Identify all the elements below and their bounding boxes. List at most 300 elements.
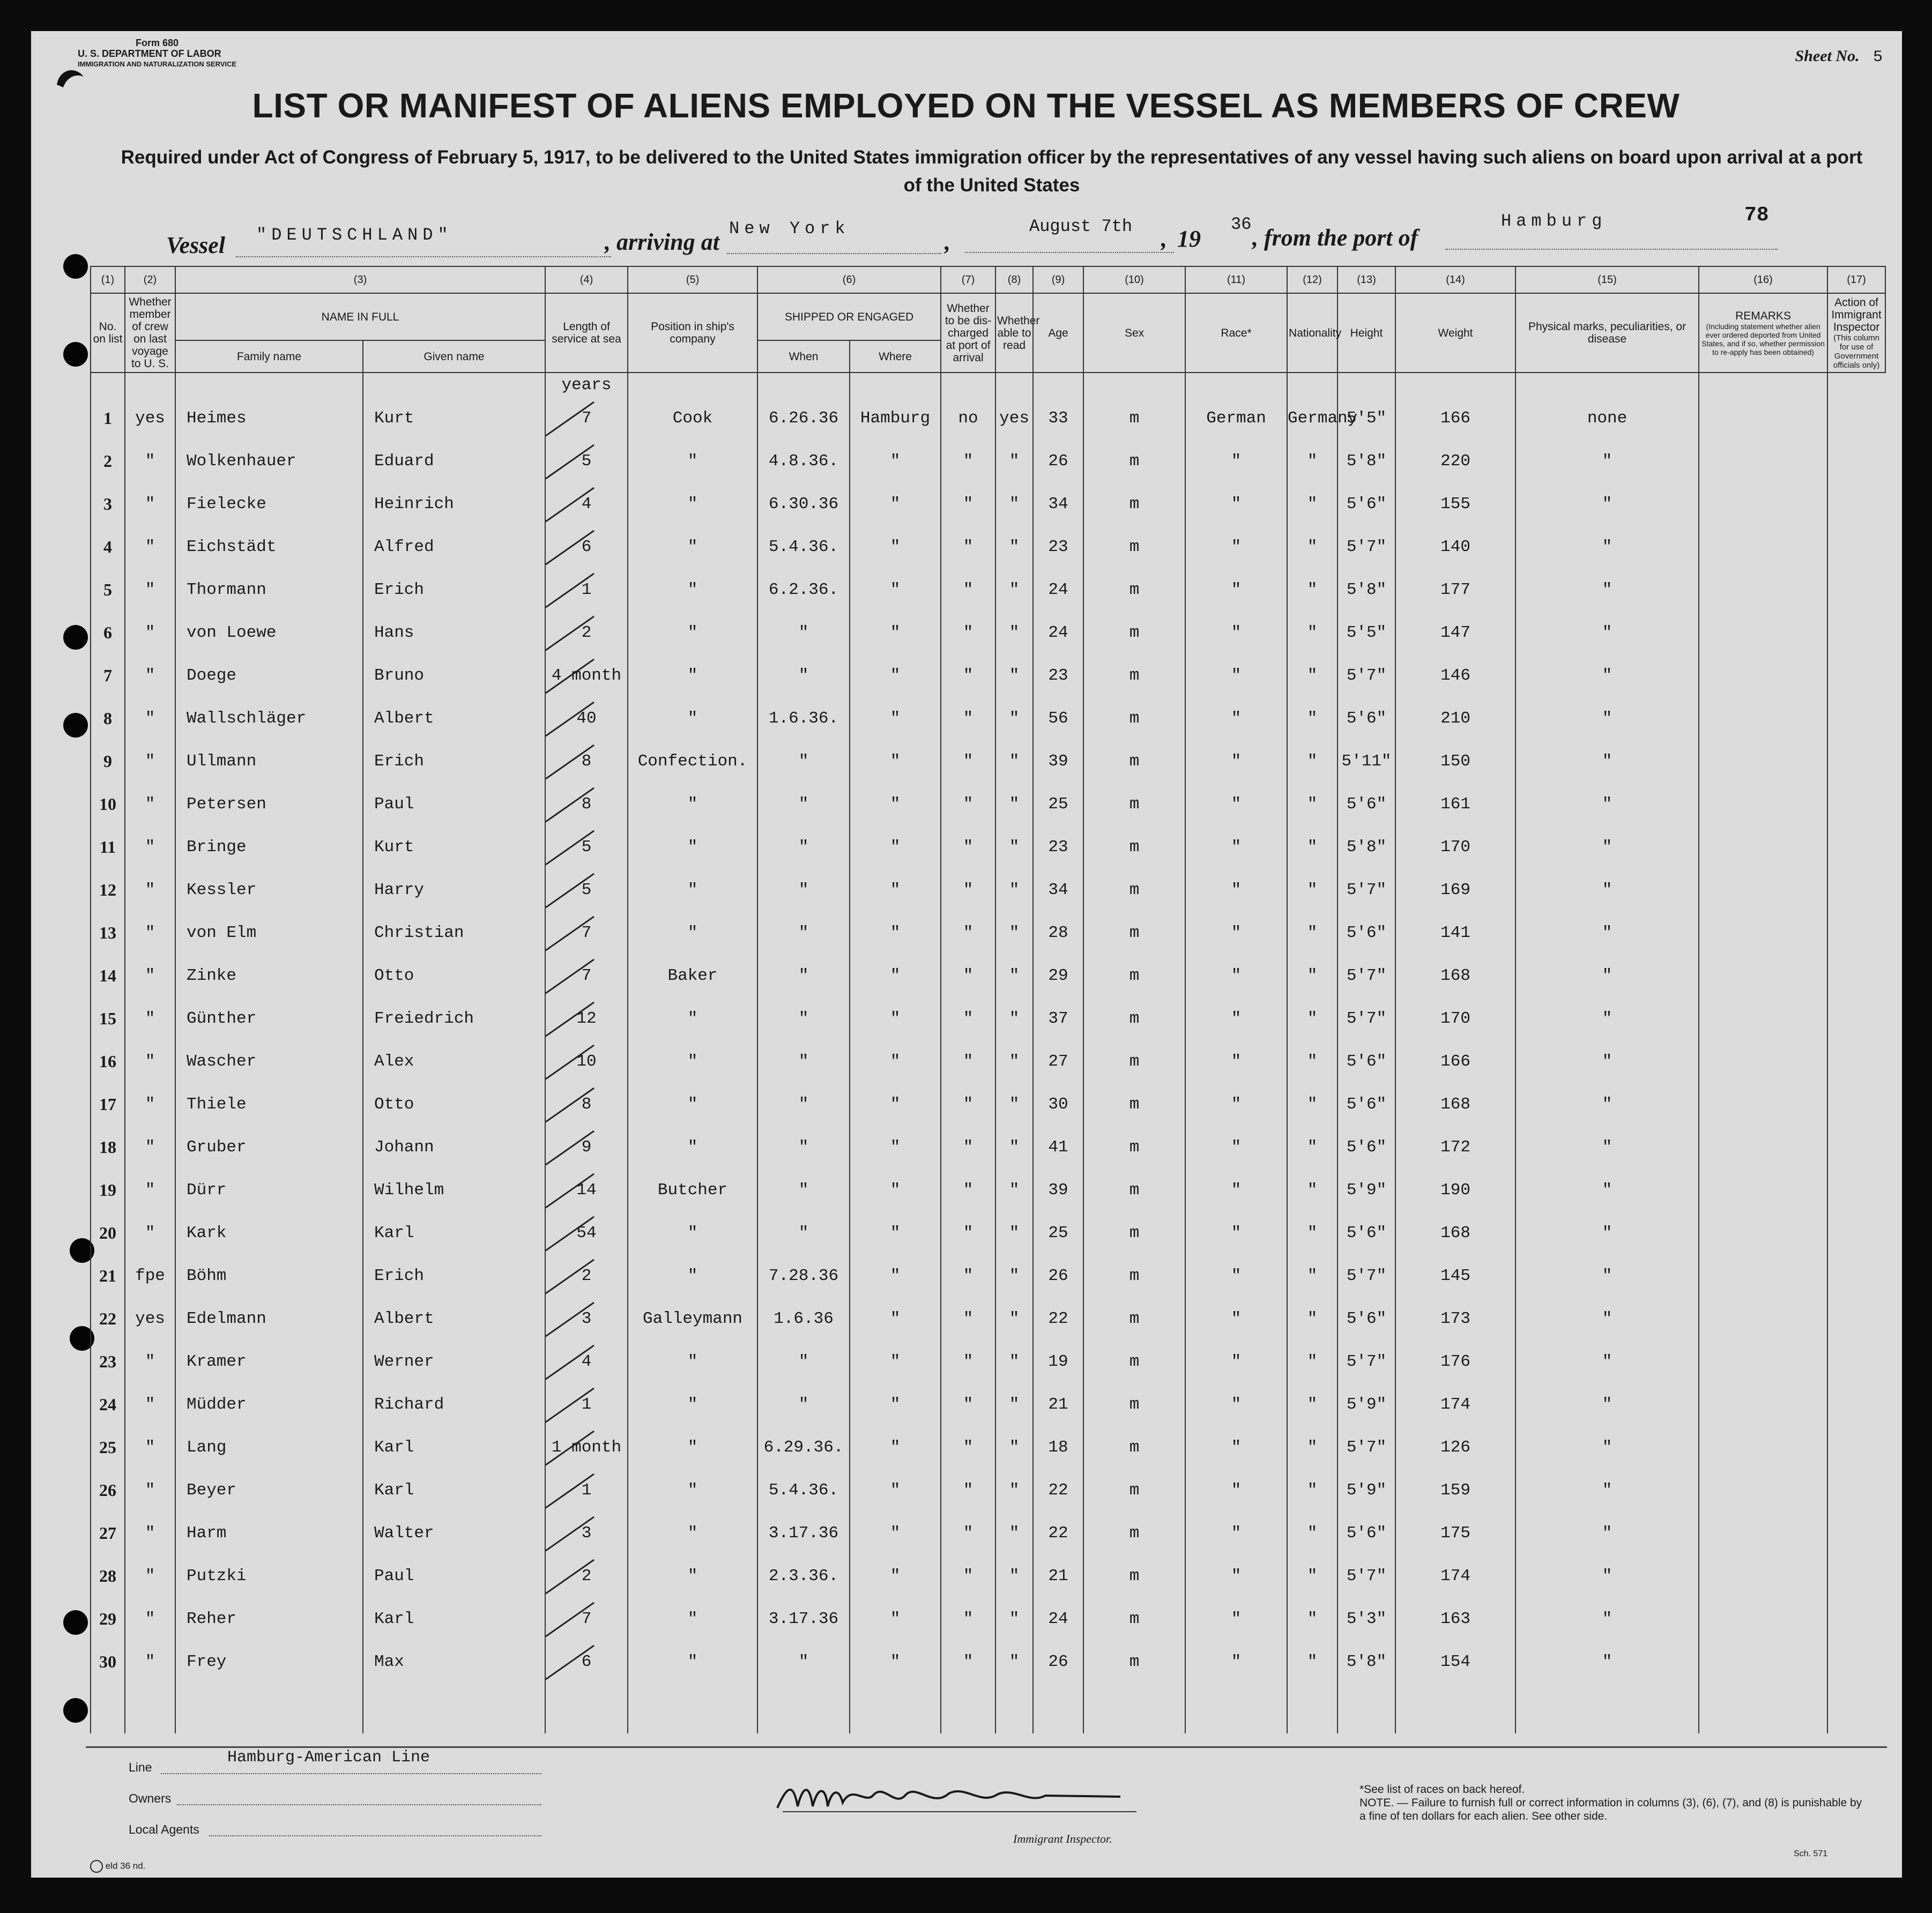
cell-where: " [850, 525, 941, 568]
cell-position: " [628, 825, 757, 868]
cell-where: " [850, 868, 941, 911]
cell-nationality: " [1287, 1554, 1337, 1597]
cell-family: Reher [175, 1597, 363, 1640]
check-mark [545, 1388, 595, 1423]
cell-height: 5'7" [1337, 525, 1395, 568]
cell-service: 7 [545, 954, 628, 997]
cell-service: 10 [545, 1040, 628, 1083]
cell-weight: 174 [1395, 1383, 1515, 1426]
cell-remarks [1699, 1597, 1827, 1640]
cell-where: " [850, 654, 941, 697]
crew-row [91, 740, 1885, 783]
cell-when: " [757, 1083, 850, 1126]
cell-where: " [850, 1254, 941, 1297]
cell-discharged: " [941, 611, 995, 654]
crew-row [91, 1469, 1885, 1512]
col-num: (1) [91, 266, 125, 293]
check-mark [545, 659, 595, 694]
cell-family: Bringe [175, 825, 363, 868]
cell-member: " [125, 440, 175, 482]
cell-when: " [757, 654, 850, 697]
cell-discharged: " [941, 911, 995, 954]
cell-given: Albert [363, 1297, 545, 1340]
check-mark [545, 787, 595, 823]
cell-sex: m [1083, 1597, 1185, 1640]
cell-family: Kark [175, 1211, 363, 1254]
col-num: (2) [125, 266, 175, 293]
cell-height: 5'6" [1337, 911, 1395, 954]
cell-marks: " [1515, 911, 1699, 954]
check-mark [545, 1516, 595, 1552]
cell-position: " [628, 783, 757, 825]
cell-race: " [1185, 482, 1287, 525]
cell-given: Karl [363, 1597, 545, 1640]
schedule-number: Sch. 571 [1794, 1849, 1828, 1858]
cell-position: Cook [628, 397, 757, 440]
cell-position: Baker [628, 954, 757, 997]
cell-when: 6.30.36 [757, 482, 850, 525]
cell-where: " [850, 1083, 941, 1126]
cell-weight: 190 [1395, 1168, 1515, 1211]
signature-scribble [772, 1778, 1136, 1816]
cell-age: 23 [1033, 825, 1083, 868]
cell-service: 6 [545, 1640, 628, 1683]
cell-discharged: " [941, 1469, 995, 1512]
cell-where: " [850, 568, 941, 611]
cell-height: 5'7" [1337, 1426, 1395, 1469]
cell-weight: 177 [1395, 568, 1515, 611]
cell-sex: m [1083, 440, 1185, 482]
cell-no: 17 [91, 1083, 125, 1126]
header-nationality: Nationality [1287, 293, 1337, 373]
cell-marks: " [1515, 1640, 1699, 1683]
cell-remarks [1699, 783, 1827, 825]
check-mark [545, 1602, 595, 1637]
cell-discharged: " [941, 1040, 995, 1083]
col-num: (16) [1699, 266, 1827, 293]
cell-marks: " [1515, 1469, 1699, 1512]
cell-discharged: " [941, 1083, 995, 1126]
cell-nationality: " [1287, 611, 1337, 654]
vessel-name: "DEUTSCHLAND" [256, 225, 453, 245]
manifest-stamp-number: 78 [1744, 204, 1769, 227]
cell-age: 25 [1033, 783, 1083, 825]
cell-age: 25 [1033, 1211, 1083, 1254]
cell-no: 26 [91, 1469, 125, 1512]
check-mark [545, 530, 595, 565]
cell-height: 5'6" [1337, 1512, 1395, 1554]
check-mark [545, 1431, 595, 1466]
cell-race: " [1185, 611, 1287, 654]
cell-read: " [995, 1168, 1033, 1211]
local-agents-label: Local Agents [129, 1822, 199, 1836]
cell-race: " [1185, 1040, 1287, 1083]
crew-row [91, 525, 1885, 568]
crew-row [91, 654, 1885, 697]
blank-row [91, 1683, 1885, 1733]
cell-nationality: " [1287, 1469, 1337, 1512]
cell-given: Walter [363, 1512, 545, 1554]
header-when: When [757, 340, 850, 373]
cell-given: Karl [363, 1211, 545, 1254]
cell-discharged: " [941, 1597, 995, 1640]
cell-marks: " [1515, 1340, 1699, 1383]
cell-given: Max [363, 1640, 545, 1683]
crew-row [91, 482, 1885, 525]
cell-service: 6 [545, 525, 628, 568]
cell-no: 28 [91, 1554, 125, 1597]
cell-position: " [628, 1254, 757, 1297]
cell-weight: 173 [1395, 1297, 1515, 1340]
cell-when: " [757, 1126, 850, 1168]
cell-when: 6.29.36. [757, 1426, 850, 1469]
cell-marks: " [1515, 525, 1699, 568]
cell-weight: 170 [1395, 825, 1515, 868]
cell-service: 4 [545, 482, 628, 525]
header-weight: Weight [1395, 293, 1515, 373]
cell-age: 24 [1033, 611, 1083, 654]
cell-no: 15 [91, 997, 125, 1040]
line-value: Hamburg-American Line [227, 1748, 430, 1767]
cell-when: " [757, 1040, 850, 1083]
cell-no: 5 [91, 568, 125, 611]
cell-member: " [125, 1383, 175, 1426]
header-name: NAME IN FULL [175, 293, 545, 340]
cell-given: Otto [363, 954, 545, 997]
cell-remarks [1699, 1211, 1827, 1254]
cell-no: 20 [91, 1211, 125, 1254]
cell-when: 3.17.36 [757, 1512, 850, 1554]
check-mark [545, 616, 595, 651]
header-action [1827, 293, 1885, 373]
cell-race: " [1185, 997, 1287, 1040]
inspector-label: Immigrant Inspector. [1013, 1832, 1112, 1845]
cell-family: Fielecke [175, 482, 363, 525]
cell-weight: 161 [1395, 783, 1515, 825]
cell-given: Erich [363, 740, 545, 783]
line-label: Line [129, 1760, 152, 1774]
cell-read: " [995, 1297, 1033, 1340]
cell-remarks [1699, 611, 1827, 654]
cell-marks: " [1515, 440, 1699, 482]
cell-nationality: " [1287, 1040, 1337, 1083]
cell-given: Eduard [363, 440, 545, 482]
cell-age: 26 [1033, 1254, 1083, 1297]
cell-weight: 168 [1395, 1083, 1515, 1126]
cell-given: Kurt [363, 397, 545, 440]
check-mark [545, 1088, 595, 1123]
years-row [91, 373, 1885, 397]
check-mark [545, 1302, 595, 1337]
check-mark [545, 830, 595, 866]
cell-weight: 176 [1395, 1340, 1515, 1383]
cell-height: 5'5" [1337, 611, 1395, 654]
cell-position: " [628, 611, 757, 654]
form-number: Form 680 [136, 38, 179, 48]
cell-discharged: " [941, 740, 995, 783]
cell-age: 37 [1033, 997, 1083, 1040]
cell-age: 22 [1033, 1297, 1083, 1340]
cell-where: Hamburg [850, 397, 941, 440]
cell-service: 40 [545, 697, 628, 740]
cell-discharged: " [941, 1168, 995, 1211]
cell-where: " [850, 1469, 941, 1512]
col-num: (9) [1033, 266, 1083, 293]
cell-family: Eichstädt [175, 525, 363, 568]
cell-race: " [1185, 1083, 1287, 1126]
cell-family: Ullmann [175, 740, 363, 783]
cell-given: Hans [363, 611, 545, 654]
cell-service: 54 [545, 1211, 628, 1254]
cell-height: 5'6" [1337, 1126, 1395, 1168]
cell-race: " [1185, 568, 1287, 611]
cell-when: " [757, 740, 850, 783]
cell-race: " [1185, 783, 1287, 825]
cell-weight: 168 [1395, 1211, 1515, 1254]
cell-read: " [995, 1469, 1033, 1512]
cell-height: 5'6" [1337, 482, 1395, 525]
binder-hole [63, 254, 88, 279]
cell-remarks [1699, 1554, 1827, 1597]
cell-age: 28 [1033, 911, 1083, 954]
page-title: LIST OR MANIFEST OF ALIENS EMPLOYED ON THE VESSEL AS MEMBERS OF CREW [252, 86, 1680, 125]
crew-row [91, 997, 1885, 1040]
cell-when: " [757, 611, 850, 654]
cell-given: Paul [363, 1554, 545, 1597]
cell-weight: 155 [1395, 482, 1515, 525]
cell-nationality: " [1287, 1426, 1337, 1469]
cell-discharged: " [941, 868, 995, 911]
cell-height: 5'11" [1337, 740, 1395, 783]
cell-discharged: " [941, 440, 995, 482]
cell-marks: " [1515, 568, 1699, 611]
cell-marks: " [1515, 1040, 1699, 1083]
header-race: Race* [1185, 293, 1287, 373]
cell-given: Karl [363, 1469, 545, 1512]
cell-no: 12 [91, 868, 125, 911]
cell-remarks [1699, 1426, 1827, 1469]
cell-member: " [125, 1640, 175, 1683]
cell-no: 8 [91, 697, 125, 740]
cell-family: Günther [175, 997, 363, 1040]
cell-family: von Elm [175, 911, 363, 954]
cell-weight: 166 [1395, 1040, 1515, 1083]
cell-when: " [757, 1383, 850, 1426]
cell-remarks [1699, 397, 1827, 440]
cell-member: " [125, 568, 175, 611]
cell-race: " [1185, 825, 1287, 868]
cell-weight: 174 [1395, 1554, 1515, 1597]
cell-race: " [1185, 1168, 1287, 1211]
cell-height: 5'8" [1337, 568, 1395, 611]
cell-position: " [628, 1040, 757, 1083]
cell-race: " [1185, 1383, 1287, 1426]
cell-age: 41 [1033, 1126, 1083, 1168]
column-header-row [91, 293, 1885, 340]
cell-discharged: " [941, 525, 995, 568]
check-mark [545, 873, 595, 909]
cell-given: Bruno [363, 654, 545, 697]
cell-where: " [850, 783, 941, 825]
cell-weight: 170 [1395, 997, 1515, 1040]
cell-marks: " [1515, 740, 1699, 783]
cell-race: " [1185, 697, 1287, 740]
cell-family: Gruber [175, 1126, 363, 1168]
cell-discharged: " [941, 1640, 995, 1683]
cell-family: Müdder [175, 1383, 363, 1426]
cell-family: Zinke [175, 954, 363, 997]
header-member: Whether member of crew on last voyage to U. S. [125, 293, 175, 373]
crew-row [91, 397, 1885, 440]
crew-row [91, 1512, 1885, 1554]
check-mark [545, 1216, 595, 1252]
year-suffix: 36 [1231, 214, 1252, 234]
cell-when: " [757, 1211, 850, 1254]
cell-read: yes [995, 397, 1033, 440]
cell-service: 8 [545, 740, 628, 783]
cell-position: " [628, 1554, 757, 1597]
col-num: (6) [757, 266, 941, 293]
cell-member: yes [125, 1297, 175, 1340]
cell-race: " [1185, 1426, 1287, 1469]
cell-where: " [850, 954, 941, 997]
cell-position: Butcher [628, 1168, 757, 1211]
cell-family: Dürr [175, 1168, 363, 1211]
cell-height: 5'8" [1337, 440, 1395, 482]
cell-service: 1 [545, 1383, 628, 1426]
header-age: Age [1033, 293, 1083, 373]
cell-marks: " [1515, 997, 1699, 1040]
cell-family: Böhm [175, 1254, 363, 1297]
crew-row [91, 825, 1885, 868]
cell-height: 5'7" [1337, 1554, 1395, 1597]
cell-nationality: " [1287, 997, 1337, 1040]
cell-sex: m [1083, 482, 1185, 525]
cell-race: German [1185, 397, 1287, 440]
cell-race: " [1185, 868, 1287, 911]
footer-note [1359, 1783, 1869, 1823]
cell-weight: 141 [1395, 911, 1515, 954]
cell-nationality: " [1287, 868, 1337, 911]
cell-no: 11 [91, 825, 125, 868]
cell-member: " [125, 1554, 175, 1597]
cell-marks: " [1515, 1126, 1699, 1168]
cell-height: 5'7" [1337, 654, 1395, 697]
from-port-label: , from the port of [1252, 225, 1418, 251]
cell-sex: m [1083, 1340, 1185, 1383]
cell-position: " [628, 1083, 757, 1126]
cell-nationality: " [1287, 1597, 1337, 1640]
cell-weight: 169 [1395, 868, 1515, 911]
cell-discharged: " [941, 697, 995, 740]
crew-row [91, 1168, 1885, 1211]
cell-when: 4.8.36. [757, 440, 850, 482]
arriving-label: , arriving at [605, 229, 719, 255]
cell-member: " [125, 954, 175, 997]
cell-given: Werner [363, 1340, 545, 1383]
cell-no: 7 [91, 654, 125, 697]
cell-family: Thormann [175, 568, 363, 611]
cell-sex: m [1083, 783, 1185, 825]
cell-member: " [125, 611, 175, 654]
cell-discharged: " [941, 1297, 995, 1340]
cell-no: 22 [91, 1297, 125, 1340]
department-name: U. S. DEPARTMENT OF LABOR [78, 48, 221, 59]
cell-no: 4 [91, 525, 125, 568]
cell-marks: " [1515, 1383, 1699, 1426]
cell-position: " [628, 1469, 757, 1512]
cell-nationality: " [1287, 911, 1337, 954]
cell-race: " [1185, 1254, 1287, 1297]
cell-where: " [850, 997, 941, 1040]
cell-nationality: " [1287, 825, 1337, 868]
cell-read: " [995, 783, 1033, 825]
cell-race: " [1185, 1554, 1287, 1597]
cell-given: Karl [363, 1426, 545, 1469]
cell-discharged: " [941, 954, 995, 997]
cell-weight: 150 [1395, 740, 1515, 783]
cell-position: " [628, 440, 757, 482]
cell-age: 29 [1033, 954, 1083, 997]
cell-marks: " [1515, 697, 1699, 740]
header-sex: Sex [1083, 293, 1185, 373]
col-num: (4) [545, 266, 628, 293]
check-mark [545, 745, 595, 780]
cell-member: " [125, 1083, 175, 1126]
crew-row [91, 1640, 1885, 1683]
cell-service: 4 month [545, 654, 628, 697]
cell-service: 5 [545, 868, 628, 911]
cell-remarks [1699, 1083, 1827, 1126]
col-num: (8) [995, 266, 1033, 293]
cell-age: 27 [1033, 1040, 1083, 1083]
cell-weight: 220 [1395, 440, 1515, 482]
cell-member: " [125, 1469, 175, 1512]
binder-hole [63, 342, 88, 367]
cell-service: 3 [545, 1512, 628, 1554]
cell-position: " [628, 1126, 757, 1168]
cell-nationality: " [1287, 1297, 1337, 1340]
cell-family: Petersen [175, 783, 363, 825]
cell-race: " [1185, 1469, 1287, 1512]
cell-given: Freiedrich [363, 997, 545, 1040]
cell-race: " [1185, 654, 1287, 697]
cell-remarks [1699, 697, 1827, 740]
header-remarks [1699, 293, 1827, 373]
sheet-number [1795, 47, 1883, 66]
cell-read: " [995, 1554, 1033, 1597]
year-prefix: 19 [1177, 226, 1201, 252]
cell-service: 1 [545, 568, 628, 611]
cell-marks: none [1515, 397, 1699, 440]
remarks-title: REMARKS [1735, 309, 1791, 322]
cell-given: Paul [363, 783, 545, 825]
cell-sex: m [1083, 997, 1185, 1040]
cell-sex: m [1083, 1640, 1185, 1683]
col-num: (11) [1185, 266, 1287, 293]
binder-hole [63, 1610, 88, 1635]
cell-service: 9 [545, 1126, 628, 1168]
cell-member: " [125, 1211, 175, 1254]
cell-no: 18 [91, 1126, 125, 1168]
cell-race: " [1185, 1640, 1287, 1683]
crew-row [91, 1340, 1885, 1383]
cell-read: " [995, 1083, 1033, 1126]
cell-no: 30 [91, 1640, 125, 1683]
cell-nationality: " [1287, 1383, 1337, 1426]
cell-when: " [757, 868, 850, 911]
cell-nationality: " [1287, 1340, 1337, 1383]
